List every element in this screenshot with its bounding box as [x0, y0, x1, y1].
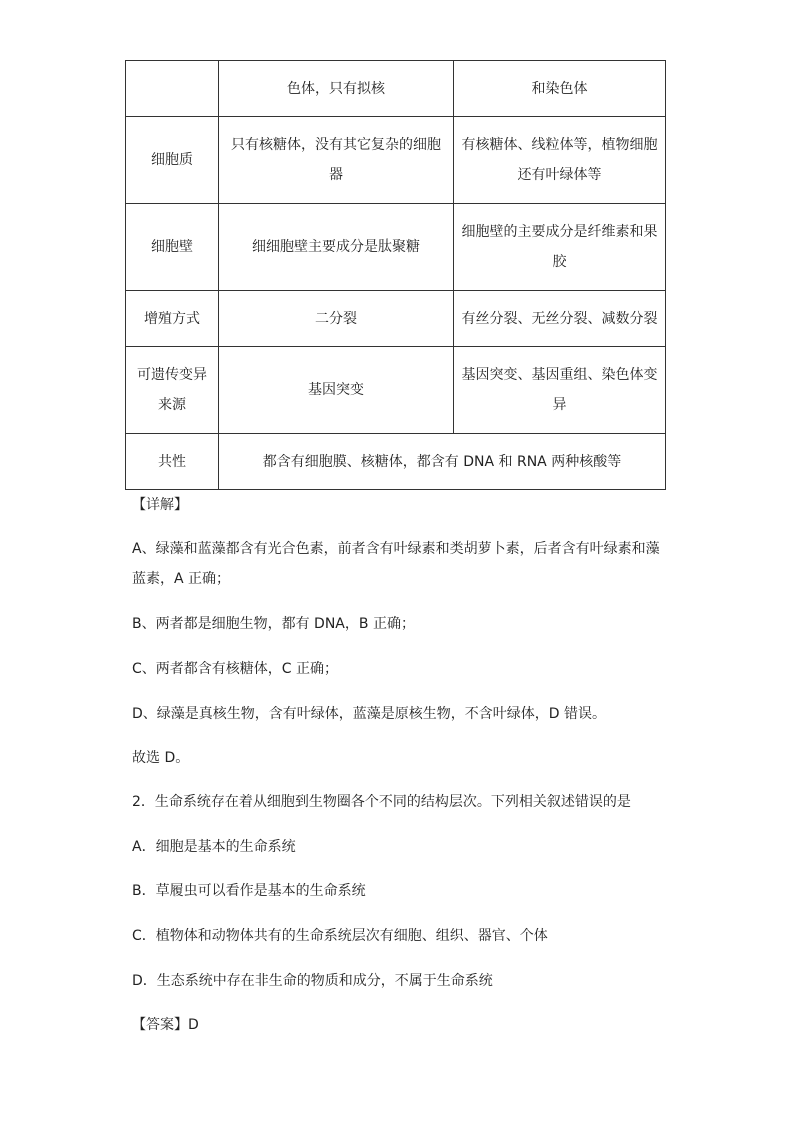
- option-b: B．草履虫可以看作是基本的生命系统: [132, 883, 366, 899]
- row-label: 细胞质: [126, 117, 219, 204]
- row-label: 共性: [126, 434, 219, 490]
- prokaryote-cell: 基因突变: [219, 347, 454, 434]
- row-label: 增殖方式: [126, 291, 219, 347]
- explanation-c: C、两者都含有核糖体，C 正确；: [132, 661, 339, 677]
- prokaryote-cell: 色体，只有拟核: [219, 61, 454, 117]
- table-row: [126, 117, 666, 204]
- detail-heading: 【详解】: [132, 497, 188, 513]
- row-label: 可遗传变异来源: [126, 347, 219, 434]
- row-label: [126, 61, 219, 117]
- question-stem: 2．生命系统存在着从细胞到生物圈各个不同的结构层次。下列相关叙述错误的是: [132, 794, 631, 810]
- table-row: [126, 61, 666, 117]
- eukaryote-cell: 基因突变、基因重组、染色体变异: [454, 347, 666, 434]
- row-label: 细胞壁: [126, 204, 219, 291]
- conclusion: 故选 D。: [132, 750, 190, 766]
- table-row: [126, 291, 666, 347]
- option-d: D．生态系统中存在非生命的物质和成分，不属于生命系统: [132, 973, 493, 989]
- table-row: [126, 347, 666, 434]
- table-row: [126, 434, 666, 490]
- explanation-b: B、两者都是细胞生物，都有 DNA，B 正确；: [132, 616, 415, 632]
- table-row: [126, 204, 666, 291]
- prokaryote-cell: 只有核糖体，没有其它复杂的细胞器: [219, 117, 454, 204]
- eukaryote-cell: 和染色体: [454, 61, 666, 117]
- eukaryote-cell: 有丝分裂、无丝分裂、减数分裂: [454, 291, 666, 347]
- option-c: C．植物体和动物体共有的生命系统层次有细胞、组织、器官、个体: [132, 928, 548, 944]
- prokaryote-cell: 二分裂: [219, 291, 454, 347]
- prokaryote-cell: 细细胞壁主要成分是肽聚糖: [219, 204, 454, 291]
- explanation-d: D、绿藻是真核生物，含有叶绿体，蓝藻是原核生物，不含叶绿体，D 错误。: [132, 706, 607, 722]
- comparison-table: [125, 60, 666, 490]
- eukaryote-cell: 细胞壁的主要成分是纤维素和果胶: [454, 204, 666, 291]
- common-cell: 都含有细胞膜、核糖体，都含有 DNA 和 RNA 两种核酸等: [219, 434, 666, 490]
- explanation-a: A、绿藻和蓝藻都含有光合色素，前者含有叶绿素和类胡萝卜素，后者含有叶绿素和藻蓝素，A 正确；: [132, 541, 660, 587]
- option-a: A．细胞是基本的生命系统: [132, 839, 296, 855]
- eukaryote-cell: 有核糖体、线粒体等，植物细胞还有叶绿体等: [454, 117, 666, 204]
- answer: 【答案】D: [132, 1017, 199, 1033]
